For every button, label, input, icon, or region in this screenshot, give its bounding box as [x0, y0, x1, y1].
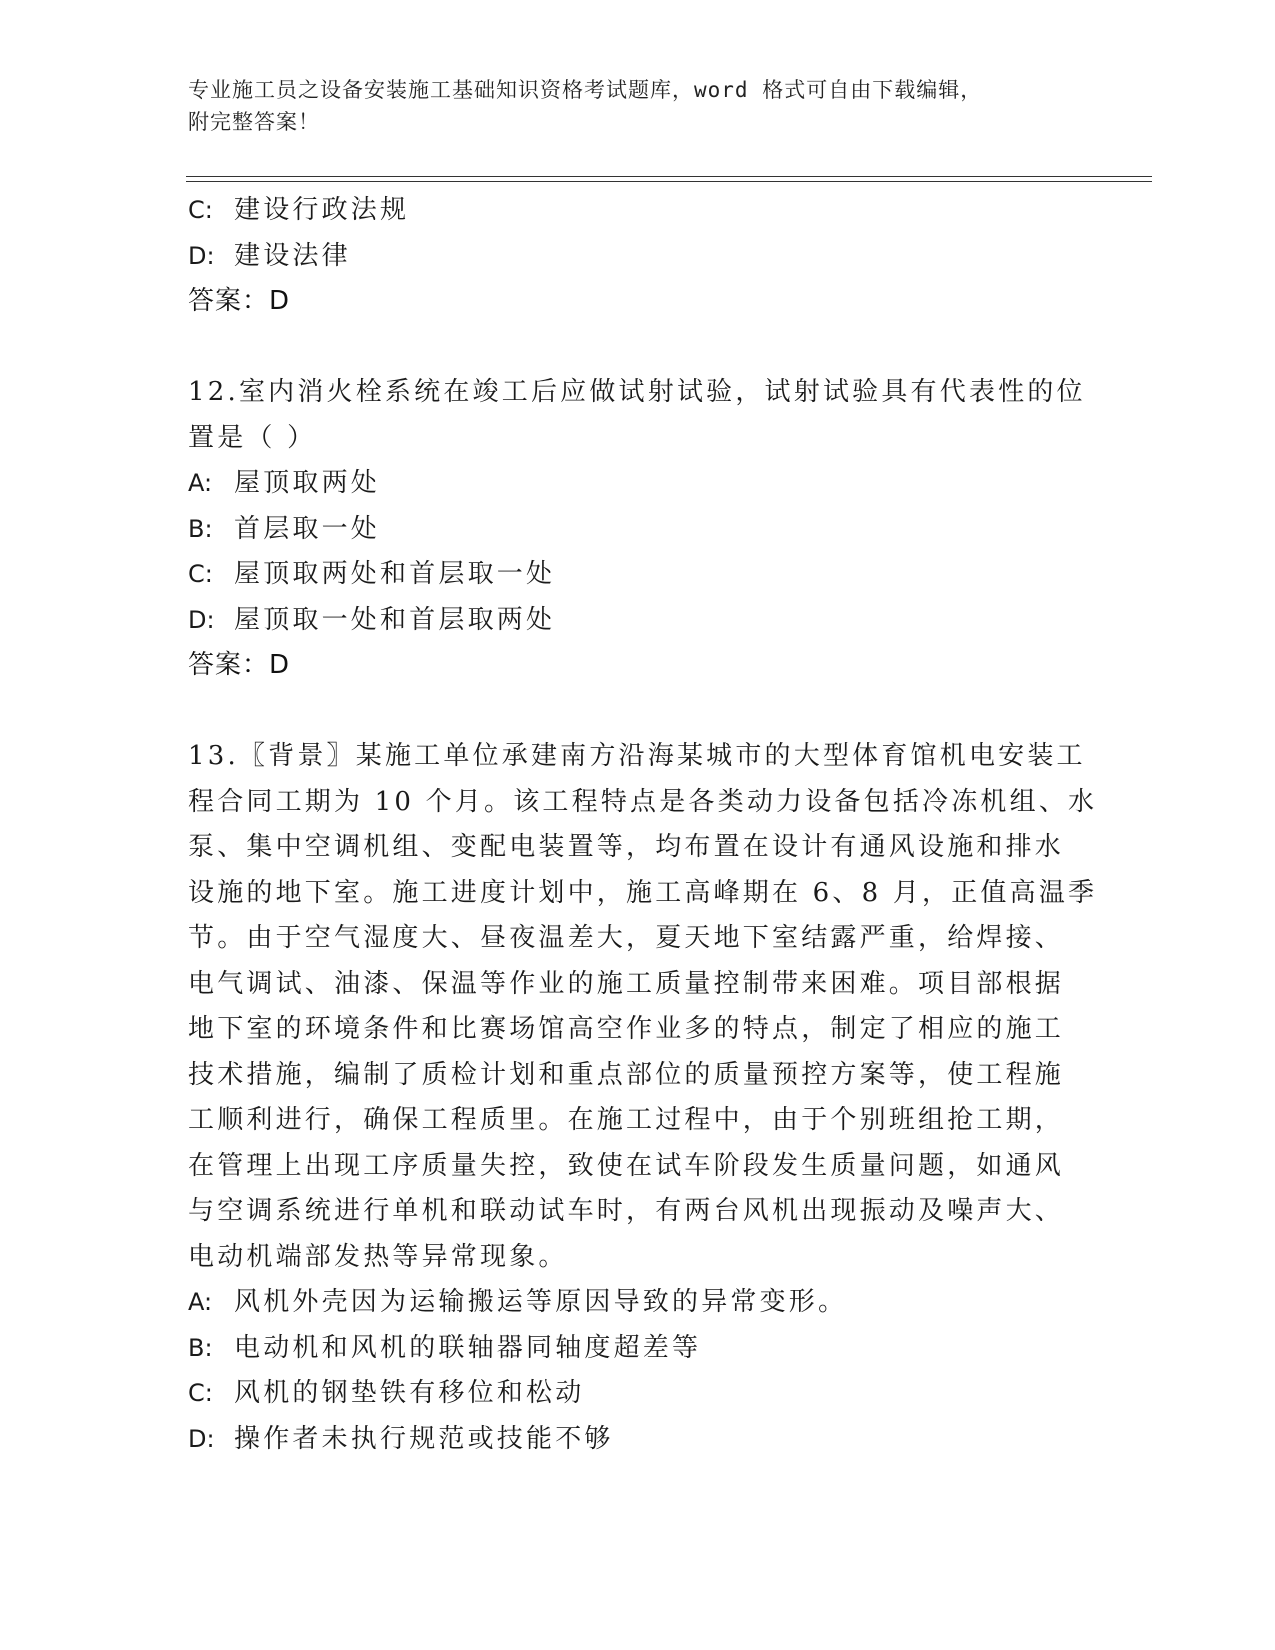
- spacer: [188, 689, 1088, 735]
- question-text-line: 程合同工期为 10 个月。该工程特点是各类动力设备包括冷冻机组、水: [188, 786, 1098, 817]
- question-text-line: 电气调试、油漆、保温等作业的施工质量控制带来困难。项目部根据: [188, 968, 1065, 999]
- option-letter: C:: [188, 1379, 213, 1407]
- option-item: [188, 1280, 1088, 1326]
- option-item: [188, 1371, 1088, 1417]
- question-text-line: 与空调系统进行单机和联动试车时，有两台风机出现振动及噪声大、: [188, 1196, 1065, 1226]
- option-text: 建设行政法规: [234, 195, 410, 225]
- option-text: 操作者未执行规范或技能不够: [234, 1423, 614, 1454]
- question-text-line: 泵、集中空调机组、变配电装置等，均布置在设计有通风设施和排水: [188, 832, 1065, 862]
- option-text: 风机的钢垫铁有移位和松动: [234, 1378, 585, 1408]
- option-text: 屋顶取两处: [234, 468, 381, 498]
- question-text-line: 节。由于空气湿度大、昼夜温差大，夏天地下室结露严重，给焊接、: [188, 923, 1065, 953]
- option-text: 屋顶取一处和首层取两处: [234, 604, 556, 635]
- question-text-line: 设施的地下室。施工进度计划中，施工高峰期在 6、8 月，正值高温季: [188, 877, 1098, 908]
- option-letter: A:: [188, 1288, 213, 1316]
- question-text-line: 技术措施，编制了质检计划和重点部位的质量预控方案等，使工程施: [188, 1059, 1065, 1090]
- option-item: [188, 461, 1088, 507]
- option-letter: B:: [188, 514, 213, 543]
- option-item: [188, 234, 1088, 280]
- option-letter: A:: [188, 469, 213, 497]
- header-line-2: 附完整答案！: [188, 110, 320, 134]
- spacer: [188, 325, 1088, 371]
- header-divider-bottom: [186, 181, 1152, 182]
- option-text: 屋顶取两处和首层取一处: [234, 559, 556, 589]
- option-letter: D:: [188, 241, 215, 270]
- page-header: [188, 74, 1088, 138]
- option-letter: D:: [188, 1424, 215, 1453]
- option-item: [188, 552, 1088, 598]
- option-letter: C:: [188, 196, 213, 224]
- answer-label: 答案：D: [188, 286, 291, 316]
- option-text: 风机外壳因为运输搬运等原因导致的异常变形。: [234, 1287, 848, 1317]
- question-13: [188, 734, 1098, 1462]
- answer-label: 答案：D: [188, 650, 291, 680]
- question-text-line: 12.室内消火栓系统在竣工后应做试射试验，试射试验具有代表性的位: [188, 377, 1086, 407]
- question-text-line: 13.〖背景〗某施工单位承建南方沿海某城市的大型体育馆机电安装工: [188, 741, 1086, 771]
- option-letter: D:: [188, 605, 215, 634]
- option-item: [188, 188, 1088, 234]
- header-divider-top: [186, 176, 1152, 177]
- question-text-line: 地下室的环境条件和比赛场馆高空作业多的特点，制定了相应的施工: [188, 1014, 1065, 1044]
- option-text: 首层取一处: [234, 513, 381, 544]
- question-11-tail: [188, 188, 1088, 325]
- option-letter: C:: [188, 560, 213, 588]
- question-text-line: 置是（ ）: [188, 422, 317, 453]
- question-content: [188, 188, 1098, 1462]
- option-text: 电动机和风机的联轴器同轴度超差等: [234, 1332, 702, 1363]
- option-item: [188, 598, 1088, 644]
- option-letter: B:: [188, 1333, 213, 1362]
- question-text-line: 电动机端部发热等异常现象。: [188, 1241, 568, 1272]
- option-text: 建设法律: [234, 240, 351, 271]
- question-text-line: 工顺利进行，确保工程质里。在施工过程中，由于个别班组抢工期，: [188, 1105, 1065, 1135]
- option-item: [188, 1417, 1088, 1463]
- header-line-1: 专业施工员之设备安装施工基础知识资格考试题库，word 格式可自由下载编辑，: [188, 78, 983, 102]
- option-item: [188, 1326, 1088, 1372]
- option-item: [188, 507, 1088, 553]
- question-12: [188, 370, 1088, 689]
- question-text-line: 在管理上出现工序质量失控，致使在试车阶段发生质量问题，如通风: [188, 1150, 1065, 1181]
